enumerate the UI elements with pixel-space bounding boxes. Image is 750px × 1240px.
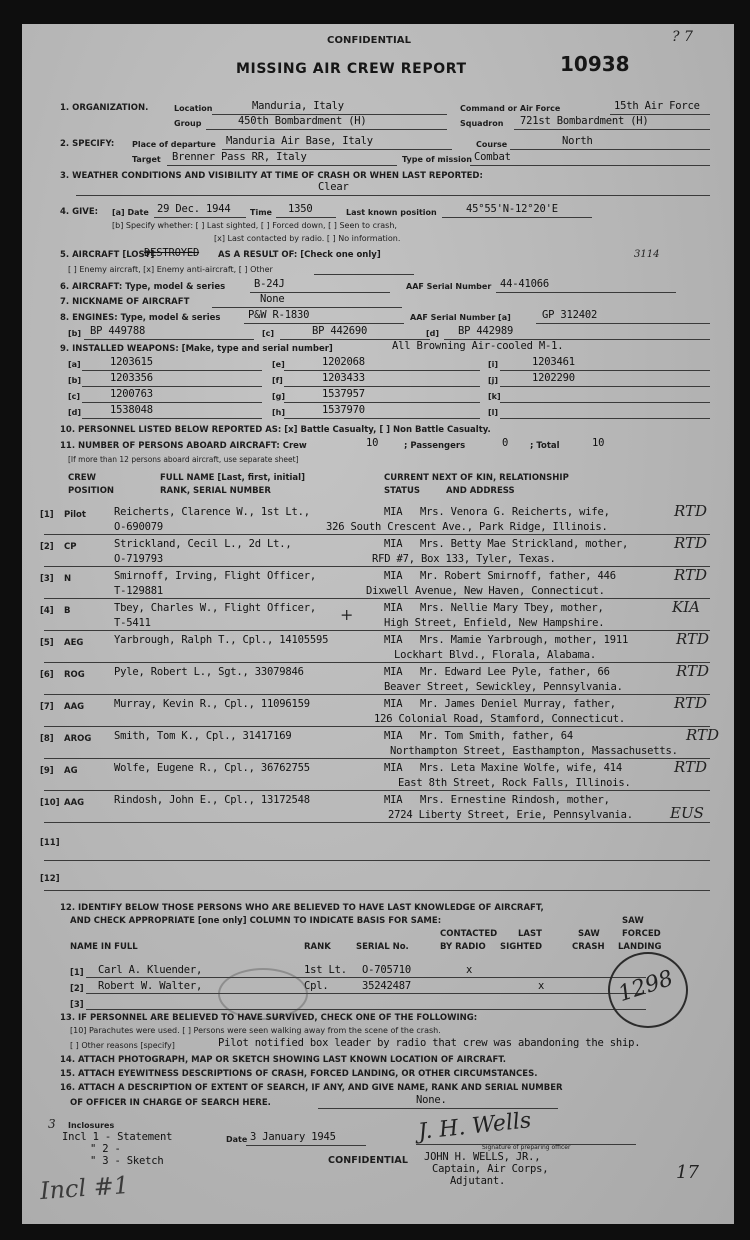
status-head: STATUS xyxy=(384,486,421,496)
crew-num: [2] xyxy=(40,542,54,552)
weapon-label: [d] xyxy=(68,408,82,417)
crew-num: [1] xyxy=(40,510,54,520)
crew-serial: T-129881 xyxy=(114,585,163,597)
persons-aboard-label: 11. NUMBER OF PERSONS ABOARD AIRCRAFT: Crew xyxy=(60,441,307,451)
crew-status: MIA xyxy=(384,506,403,518)
weapons-note: All Browning Air-cooled M-1. xyxy=(392,340,564,352)
rank-col-head: RANK xyxy=(304,942,331,952)
crew-position: AROG xyxy=(64,734,92,744)
engine-d-value: BP 442989 xyxy=(458,325,514,337)
position-head: POSITION xyxy=(68,486,115,496)
aircraft-type-label: 6. AIRCRAFT: Type, model & series xyxy=(60,282,226,292)
corner-handwriting: ? 7 xyxy=(672,29,693,45)
identify-label-2: AND CHECK APPROPRIATE [one only] COLUMN TO INDICATE BASIS FOR SAME: xyxy=(70,916,442,926)
col-landing: LANDING xyxy=(618,942,662,952)
command-label: Command or Air Force xyxy=(460,104,561,113)
attach-photo-label: 14. ATTACH PHOTOGRAPH, MAP OR SKETCH SHOWING LAST KNOWN LOCATION OF AIRCRAFT. xyxy=(60,1055,506,1065)
squadron-value: 721st Bombardment (H) xyxy=(520,115,649,127)
crew-kin: Mr. James Deniel Murray, father, xyxy=(420,698,616,710)
crew-num: [11] xyxy=(40,838,60,848)
date-label: [a] Date xyxy=(112,208,149,217)
crew-status: MIA xyxy=(384,538,403,550)
persons-note: [If more than 12 persons aboard aircraft, use separate sheet] xyxy=(68,455,299,464)
crew-serial: O-719793 xyxy=(114,553,163,565)
crew-address: Northampton Street, Easthampton, Massachusetts. xyxy=(390,745,678,757)
col-sighted: SIGHTED xyxy=(500,942,543,952)
crew-serial: O-690079 xyxy=(114,521,163,533)
weapon-serial: 1202290 xyxy=(532,372,575,384)
crew-kin: Mrs. Leta Maxine Wolfe, wife, 414 xyxy=(420,762,623,774)
engine-serial-label: AAF Serial Number [a] xyxy=(410,313,511,322)
search-value: None. xyxy=(416,1094,447,1106)
crew-address: Lockhart Blvd., Florala, Alabama. xyxy=(394,649,597,661)
crew-position: AG xyxy=(64,766,78,776)
officer-rank: Captain, Air Corps, xyxy=(432,1163,549,1175)
inclosures-label: Inclosures xyxy=(68,1121,115,1130)
weapon-serial: 1203356 xyxy=(110,372,153,384)
witness-num: [3] xyxy=(70,1000,84,1010)
date-value: 29 Dec. 1944 xyxy=(157,203,231,215)
weapon-serial: 1537970 xyxy=(322,404,365,416)
crew-address: Dixwell Avenue, New Haven, Connecticut. xyxy=(366,585,605,597)
group-label: Group xyxy=(174,119,202,128)
command-value: 15th Air Force xyxy=(614,100,700,112)
name-head: NAME IN FULL xyxy=(70,942,138,952)
time-value: 1350 xyxy=(288,203,313,215)
aircraft-serial-value: 44-41066 xyxy=(500,278,549,290)
crew-name: Reicherts, Clarence W., 1st Lt., xyxy=(114,506,310,518)
witness-name: Robert W. Walter, xyxy=(98,980,203,992)
col-saw2: SAW xyxy=(622,916,644,926)
crew-handwritten-status: KIA xyxy=(672,598,700,616)
crew-handwritten-status: RTD xyxy=(674,694,708,712)
aircraft-type-value: B-24J xyxy=(254,278,285,290)
specify-options: [b] Specify whether: [ ] Last sighted, [ ] Forced down, [ ] Seen to crash, xyxy=(112,221,397,230)
crew-num: [3] xyxy=(40,574,54,584)
kin-head: CURRENT NEXT OF KIN, RELATIONSHIP xyxy=(384,473,569,483)
weapon-serial: 1203615 xyxy=(110,356,153,368)
engine-type-value: P&W R-1830 xyxy=(248,309,310,321)
cause-options: [ ] Enemy aircraft, [x] Enemy anti-aircraft, [ ] Other xyxy=(68,265,273,274)
total-label: ; Total xyxy=(530,441,560,451)
engines-label: 8. ENGINES: Type, model & series xyxy=(60,313,221,323)
crew-position: AAG xyxy=(64,702,85,712)
footer-date-label: Date xyxy=(226,1135,248,1144)
crew-position: AEG xyxy=(64,638,84,648)
crew-num: [4] xyxy=(40,606,54,616)
serial-col-head: SERIAL No. xyxy=(356,942,409,952)
specify-label: 2. SPECIFY: xyxy=(60,139,115,149)
stamp-number: 1298 xyxy=(615,965,677,1008)
departure-value: Manduria Air Base, Italy xyxy=(226,135,373,147)
engine-a-value: GP 312402 xyxy=(542,309,598,321)
target-label: Target xyxy=(132,155,161,164)
weapon-label: [h] xyxy=(272,408,286,417)
crew-handwritten-status: RTD xyxy=(676,630,710,648)
crew-address: High Street, Enfield, New Hampshire. xyxy=(384,617,605,629)
col-forced: FORCED xyxy=(622,929,661,939)
mission-value: Combat xyxy=(474,151,511,163)
crew-num: [6] xyxy=(40,670,54,680)
weapon-label: [c] xyxy=(68,392,81,401)
weapon-serial: 1203461 xyxy=(532,356,575,368)
witness-num: [2] xyxy=(70,984,84,994)
footer-date: 3 January 1945 xyxy=(250,1131,336,1143)
target-value: Brenner Pass RR, Italy xyxy=(172,151,307,163)
full-name-head: FULL NAME [Last, first, initial] xyxy=(160,473,305,483)
nickname-label: 7. NICKNAME OF AIRCRAFT xyxy=(60,297,190,307)
give-label: 4. GIVE: xyxy=(60,207,99,217)
weapon-label: [e] xyxy=(272,360,285,369)
report-number: 10938 xyxy=(560,52,630,76)
document-page xyxy=(22,24,734,1224)
weather-value: Clear xyxy=(318,181,349,193)
confidential-bottom: CONFIDENTIAL xyxy=(328,1155,408,1166)
crew-num: [9] xyxy=(40,766,54,776)
passengers-count: 0 xyxy=(502,437,509,449)
officer-title: Adjutant. xyxy=(450,1175,506,1187)
weapon-label: [i] xyxy=(488,360,499,369)
survived-opt1: [10] Parachutes were used. [ ] Persons were seen walking away from the scene of the crash. xyxy=(70,1026,441,1035)
weapon-label: [b] xyxy=(68,376,82,385)
crew-position: CP xyxy=(64,542,77,552)
nickname-value: None xyxy=(260,293,285,305)
inclosure-item: " 3 - Sketch xyxy=(90,1155,164,1167)
weapon-serial: 1538048 xyxy=(110,404,153,416)
weapon-serial: 1203433 xyxy=(322,372,365,384)
crew-position: ROG xyxy=(64,670,85,680)
report-title: MISSING AIR CREW REPORT xyxy=(236,61,467,77)
witness-serial: O-705710 xyxy=(362,964,411,976)
aircraft-serial-label: AAF Serial Number xyxy=(406,282,492,291)
crew-name: Strickland, Cecil L., 2d Lt., xyxy=(114,538,292,550)
attach-search-label: 16. ATTACH A DESCRIPTION OF EXTENT OF SEARCH, IF ANY, AND GIVE NAME, RANK AND SERIAL NUMBER xyxy=(60,1083,563,1093)
rank-head: RANK, SERIAL NUMBER xyxy=(160,486,271,496)
crew-name: Smirnoff, Irving, Flight Officer, xyxy=(114,570,317,582)
survived-label: 13. IF PERSONNEL ARE BELIEVED TO HAVE SURVIVED, CHECK ONE OF THE FOLLOWING: xyxy=(60,1013,478,1023)
crew-status: MIA xyxy=(384,794,403,806)
struck-text: DESTROYED xyxy=(144,247,200,259)
crew-name: Rindosh, John E., Cpl., 13172548 xyxy=(114,794,310,806)
org-label: 1. ORGANIZATION. xyxy=(60,103,149,113)
location-label: Location xyxy=(174,104,213,113)
survived-opt2-label: [ ] Other reasons [specify] xyxy=(70,1041,175,1050)
as-result-label: AS A RESULT OF: [Check one only] xyxy=(218,250,381,260)
location-value: Manduria, Italy xyxy=(252,100,344,112)
total-count: 10 xyxy=(592,437,605,449)
crew-position: AAG xyxy=(64,798,85,808)
page-number: 17 xyxy=(676,1162,699,1183)
margin-note: 3114 xyxy=(634,249,660,260)
witness-num: [1] xyxy=(70,968,84,978)
crew-name: Yarbrough, Ralph T., Cpl., 14105595 xyxy=(114,634,329,646)
crew-kin: Mrs. Ernestine Rindosh, mother, xyxy=(420,794,610,806)
col-byradio: BY RADIO xyxy=(440,942,486,952)
passengers-label: ; Passengers xyxy=(404,441,466,451)
col-contacted: CONTACTED xyxy=(440,929,498,939)
crew-num: [5] xyxy=(40,638,54,648)
engine-d-label: [d] xyxy=(426,329,440,338)
crew-status: MIA xyxy=(384,634,403,646)
crew-handwritten-status: EUS xyxy=(670,804,704,822)
crew-handwritten-status: RTD xyxy=(674,534,708,552)
crew-name: Tbey, Charles W., Flight Officer, xyxy=(114,602,317,614)
crew-address: 2724 Liberty Street, Erie, Pennsylvania. xyxy=(388,809,633,821)
crew-serial: T-5411 xyxy=(114,617,151,629)
group-value: 450th Bombardment (H) xyxy=(238,115,367,127)
course-value: North xyxy=(562,135,593,147)
crew-name: Wolfe, Eugene R., Cpl., 36762755 xyxy=(114,762,310,774)
crew-kin: Mr. Tom Smith, father, 64 xyxy=(420,730,574,742)
crew-num: [8] xyxy=(40,734,54,744)
weather-label: 3. WEATHER CONDITIONS AND VISIBILITY AT TIME OF CRASH OR WHEN LAST REPORTED: xyxy=(60,171,483,181)
crew-address: RFD #7, Box 133, Tyler, Texas. xyxy=(372,553,556,565)
crew-status: MIA xyxy=(384,602,403,614)
crew-head: CREW xyxy=(68,473,96,483)
crew-kin: Mrs. Betty Mae Strickland, mother, xyxy=(420,538,629,550)
weapon-serial: 1537957 xyxy=(322,388,365,400)
mission-label: Type of mission xyxy=(402,155,472,164)
col-last: LAST xyxy=(518,929,542,939)
witness-rank: Cpl. xyxy=(304,980,329,992)
weapons-label: 9. INSTALLED WEAPONS: [Make, type and serial number] xyxy=(60,344,333,354)
crew-kin: Mrs. Nellie Mary Tbey, mother, xyxy=(420,602,604,614)
crew-kin: Mrs. Venora G. Reicherts, wife, xyxy=(420,506,610,518)
crew-handwritten-status: RTD xyxy=(674,502,708,520)
signature-caption: Signature of preparing officer xyxy=(482,1144,571,1151)
witness-rank: 1st Lt. xyxy=(304,964,347,976)
crew-num: [7] xyxy=(40,702,54,712)
weapon-label: [g] xyxy=(272,392,286,401)
signature: J. H. Wells xyxy=(416,1108,533,1145)
crew-name: Pyle, Robert L., Sgt., 33079846 xyxy=(114,666,304,678)
identify-label: 12. IDENTIFY BELOW THOSE PERSONS WHO ARE BELIEVED TO HAVE LAST KNOWLEDGE OF AIRCRAFT, xyxy=(60,903,544,913)
crew-name: Murray, Kevin R., Cpl., 11096159 xyxy=(114,698,310,710)
attach-search-label-2: OF OFFICER IN CHARGE OF SEARCH HERE. xyxy=(70,1098,271,1108)
crew-status: MIA xyxy=(384,730,403,742)
engine-b-value: BP 449788 xyxy=(90,325,146,337)
crew-kin: Mr. Edward Lee Pyle, father, 66 xyxy=(420,666,610,678)
crew-address: 126 Colonial Road, Stamford, Connecticut. xyxy=(374,713,625,725)
survived-opt2: Pilot notified box leader by radio that crew was abandoning the ship. xyxy=(218,1037,641,1049)
crew-position: Pilot xyxy=(64,510,86,520)
aircraft-lost-label: 5. AIRCRAFT [LOST] xyxy=(60,250,155,260)
position-value: 45°55'N-12°20'E xyxy=(466,203,558,215)
officer-name: JOHN H. WELLS, JR., xyxy=(424,1151,541,1163)
weapon-label: [a] xyxy=(68,360,81,369)
crew-position: B xyxy=(64,606,71,616)
course-label: Course xyxy=(476,140,508,149)
engine-b-label: [b] xyxy=(68,329,82,338)
attach-eyewitness-label: 15. ATTACH EYEWITNESS DESCRIPTIONS OF CRASH, FORCED LANDING, OR OTHER CIRCUMSTANCES. xyxy=(60,1069,538,1079)
crew-count: 10 xyxy=(366,437,379,449)
crew-position: N xyxy=(64,574,72,584)
inclosure-item: Incl 1 - Statement xyxy=(62,1131,173,1143)
crew-address: East 8th Street, Rock Falls, Illinois. xyxy=(398,777,631,789)
crew-num: [12] xyxy=(40,874,60,884)
crew-status: MIA xyxy=(384,666,403,678)
crew-status: MIA xyxy=(384,698,403,710)
col-crash: CRASH xyxy=(572,942,605,952)
inclosures-count: 3 xyxy=(48,1117,56,1131)
weapon-label: [f] xyxy=(272,376,283,385)
crew-handwritten-status: RTD xyxy=(676,662,710,680)
crew-name: Smith, Tom K., Cpl., 31417169 xyxy=(114,730,292,742)
witness-mark: x xyxy=(466,964,473,976)
witness-name: Carl A. Kluender, xyxy=(98,964,203,976)
weapon-serial: 1200763 xyxy=(110,388,153,400)
weapon-label: [l] xyxy=(488,408,499,417)
crew-handwritten-status: RTD xyxy=(686,726,720,744)
crew-kin: Mrs. Mamie Yarbrough, mother, 1911 xyxy=(420,634,629,646)
incl-handwriting: Incl #1 xyxy=(39,1170,130,1206)
witness-serial: 35242487 xyxy=(362,980,411,992)
address-head: AND ADDRESS xyxy=(446,486,515,496)
crew-num: [10] xyxy=(40,798,60,808)
departure-label: Place of departure xyxy=(132,140,216,149)
engine-c-value: BP 442690 xyxy=(312,325,368,337)
cross-mark: + xyxy=(340,605,354,624)
crew-kin: Mr. Robert Smirnoff, father, 446 xyxy=(420,570,616,582)
engine-c-label: [c] xyxy=(262,329,275,338)
crew-handwritten-status: RTD xyxy=(674,566,708,584)
weapon-label: [k] xyxy=(488,392,501,401)
col-saw: SAW xyxy=(578,929,600,939)
position-label: Last known position xyxy=(346,208,437,217)
crew-status: MIA xyxy=(384,762,403,774)
personnel-label: 10. PERSONNEL LISTED BELOW REPORTED AS: [x] Battle Casualty, [ ] Non Battle Casualty. xyxy=(60,425,491,435)
crew-address: Beaver Street, Sewickley, Pennsylvania. xyxy=(384,681,623,693)
weapon-label: [j] xyxy=(488,376,499,385)
inclosure-item: " 2 - xyxy=(90,1143,121,1155)
confidential-top: CONFIDENTIAL xyxy=(327,35,412,46)
specify-options-2: [x] Last contacted by radio. [ ] No information. xyxy=(214,234,401,243)
weapon-serial: 1202068 xyxy=(322,356,365,368)
witness-mark: x xyxy=(538,980,545,992)
crew-address: 326 South Crescent Ave., Park Ridge, Illinois. xyxy=(326,521,608,533)
time-label: Time xyxy=(250,208,272,217)
squadron-label: Squadron xyxy=(460,119,504,128)
crew-handwritten-status: RTD xyxy=(674,758,708,776)
crew-status: MIA xyxy=(384,570,403,582)
